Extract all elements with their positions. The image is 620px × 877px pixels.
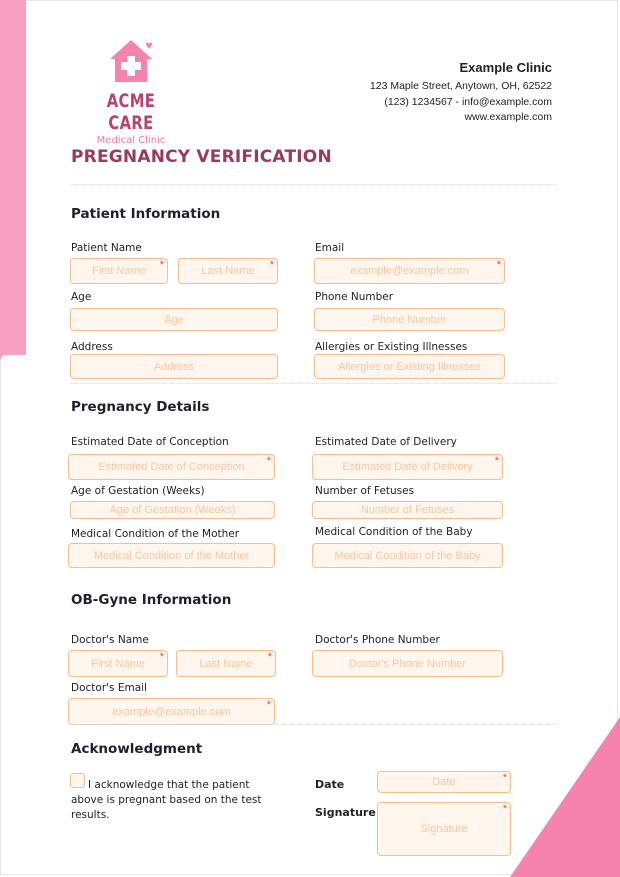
required-mark: * [266, 455, 271, 467]
gestation-input[interactable] [70, 501, 275, 519]
conception-label: Estimated Date of Conception [71, 436, 229, 448]
required-mark: * [269, 259, 274, 271]
placeholder: Address [153, 360, 195, 373]
fetuses-label: Number of Fetuses [315, 485, 415, 497]
mother-condition-input[interactable] [68, 543, 275, 568]
delivery-label: Estimated Date of Delivery [315, 436, 457, 448]
document-title: PREGNANCY VERIFICATION [71, 147, 332, 167]
doctor-email-label: Doctor's Email [71, 682, 147, 694]
decorative-left-corner [0, 320, 26, 360]
required-mark: * [267, 651, 272, 663]
allergies-input[interactable] [314, 354, 505, 379]
age-label: Age [71, 291, 92, 303]
logo-title: ACME CARE [106, 90, 156, 134]
placeholder: First Name [91, 657, 145, 670]
clinic-website: www.example.com [464, 111, 552, 123]
address-input[interactable] [70, 354, 278, 379]
patient-name-label: Patient Name [71, 242, 142, 254]
placeholder: First Name [92, 265, 146, 277]
section-title-pregnancy: Pregnancy Details [71, 399, 210, 415]
required-mark: * [502, 803, 507, 815]
divider [71, 724, 557, 725]
placeholder: Phone Number [372, 313, 447, 326]
clinic-address: 123 Maple Street, Anytown, OH, 62522 [369, 80, 552, 92]
required-mark: * [494, 455, 499, 467]
required-mark: * [159, 651, 164, 663]
date-label: Date [315, 778, 345, 791]
clinic-logo [84, 38, 178, 146]
mother-condition-label: Medical Condition of the Mother [71, 528, 240, 540]
placeholder: Medical Condition of the Mother [93, 549, 250, 562]
decorative-right-corner [510, 717, 620, 877]
delivery-date-input[interactable] [312, 454, 503, 480]
clinic-name: Example Clinic [459, 60, 552, 75]
allergies-label: Allergies or Existing Illnesses [315, 341, 468, 353]
required-mark: * [266, 699, 271, 711]
age-input[interactable] [70, 308, 278, 331]
required-mark: * [159, 259, 164, 271]
doctor-first-name-input[interactable] [68, 650, 168, 677]
doctor-phone-input[interactable] [312, 650, 503, 677]
placeholder: Estimated Date of Conception [98, 461, 245, 473]
address-label: Address [71, 341, 113, 353]
placeholder: Age of Gestation (Weeks) [109, 504, 236, 516]
date-input[interactable] [377, 771, 511, 793]
fetuses-input[interactable] [312, 501, 503, 519]
logo-subtitle: Medical Clinic [96, 135, 166, 146]
patient-email-input[interactable] [314, 258, 505, 284]
clinic-info [370, 60, 552, 126]
section-title-patient: Patient Information [71, 206, 221, 222]
placeholder: Date [432, 776, 456, 788]
doctor-phone-label: Doctor's Phone Number [315, 634, 440, 646]
placeholder: Signature [420, 823, 468, 835]
phone-label: Phone Number [315, 291, 394, 303]
doctor-name-label: Doctor's Name [71, 634, 149, 646]
placeholder: Last Name [201, 265, 255, 277]
gestation-label: Age of Gestation (Weeks) [71, 485, 205, 497]
patient-last-name-input[interactable] [178, 258, 278, 284]
placeholder: Age [164, 313, 184, 326]
baby-condition-label: Medical Condition of the Baby [315, 526, 473, 538]
required-mark: * [496, 259, 501, 271]
placeholder: Medical Condition of the Baby [334, 549, 481, 562]
placeholder: Doctor's Phone Number [348, 657, 467, 670]
email-label: Email [315, 242, 345, 254]
placeholder: Number of Fetuses [360, 504, 455, 516]
decorative-left-bar [0, 0, 26, 355]
baby-condition-input[interactable] [312, 543, 503, 568]
section-title-acknowledgment: Acknowledgment [71, 741, 203, 757]
conception-date-input[interactable] [68, 454, 275, 480]
divider [71, 184, 557, 185]
doctor-last-name-input[interactable] [176, 650, 276, 677]
section-title-obgyne: OB-Gyne Information [71, 592, 232, 608]
phone-input[interactable] [314, 308, 505, 331]
placeholder: Last Name [199, 657, 253, 670]
placeholder: example@example.com [350, 265, 469, 277]
doctor-email-input[interactable] [68, 698, 275, 725]
house-cross-icon [108, 38, 154, 84]
placeholder: Estimated Date of Delivery [342, 461, 473, 473]
signature-label: Signature [315, 806, 376, 819]
placeholder: example@example.com [112, 705, 231, 718]
clinic-contact: (123) 1234567 - info@example.com [384, 95, 552, 108]
placeholder: Allergies or Existing Illnesses [338, 360, 481, 373]
signature-pad[interactable] [377, 802, 511, 856]
divider [71, 383, 557, 384]
patient-first-name-input[interactable] [70, 258, 168, 284]
required-mark: * [502, 772, 507, 784]
acknowledge-text: I acknowledge that the patient above is pregnant based on the test results. [71, 779, 262, 821]
